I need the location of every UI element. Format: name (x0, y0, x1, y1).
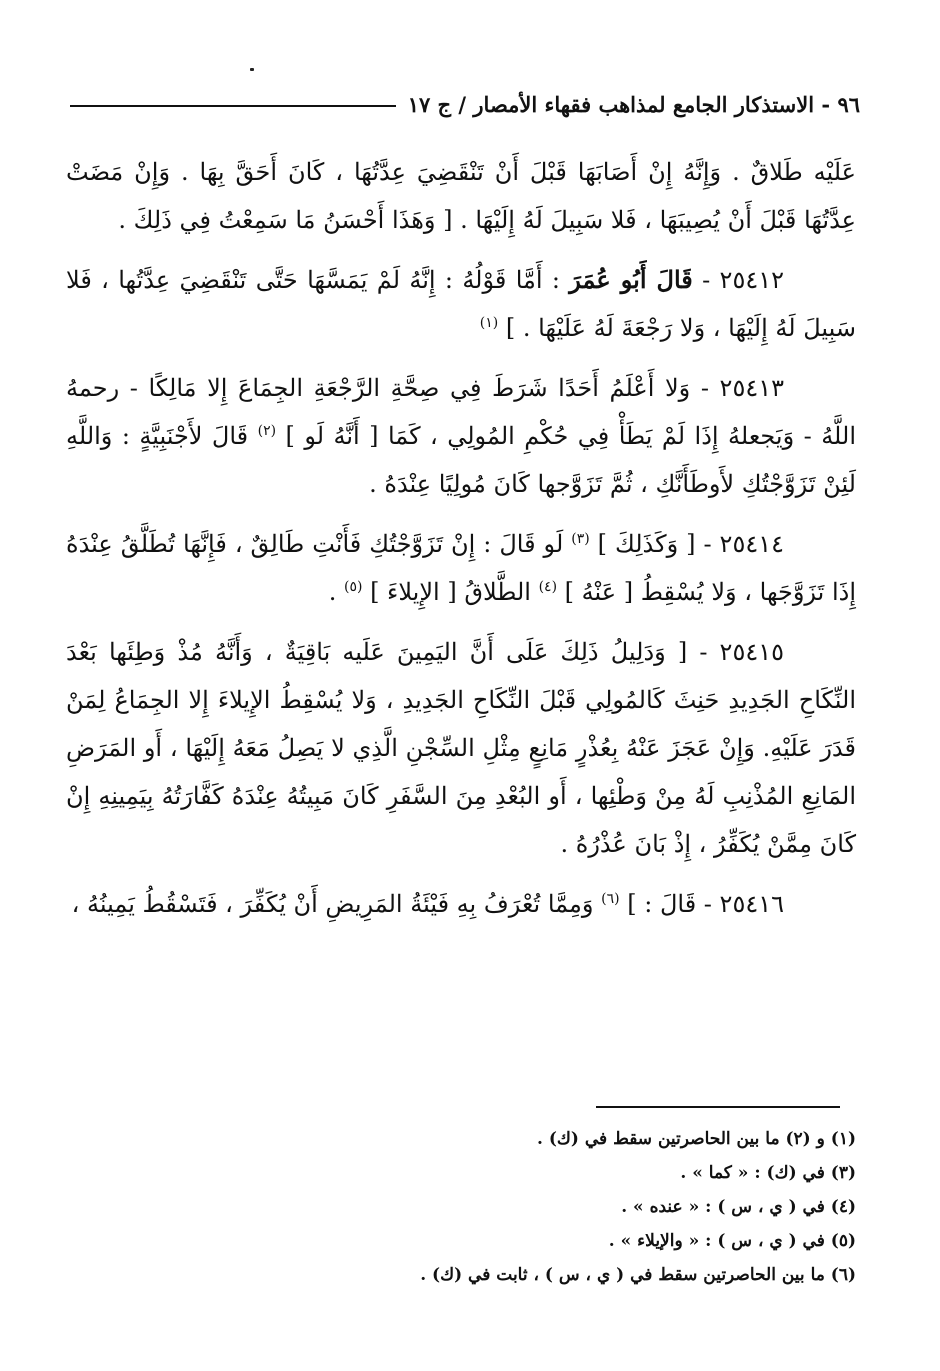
text-run: عَلَيْه طَلاقٌ . وَإِنَّهُ إِنْ أَصَابَهَا قَبْلَ أَنْ تَنْقَضِيَ عِدَّتُهَا ، كَانَ أَحَقَّ بِهَا . وَإِنْ مَضَتْ عِدَّتُهَا قَبْلَ أَنْ يُصِيبَهَا ، فَلا سَبِيلَ لَهُ إِلَيْهَا . [ وَهَذَا أَحْسَنُ مَا سَمِعْتُ فِي ذَلِكَ . (66, 158, 856, 234)
text-run: . (328, 578, 344, 606)
paragraph (66, 520, 856, 616)
footnote-marker: (١) (479, 315, 499, 331)
footnotes (80, 1122, 856, 1292)
text-run: ٢٥٤١٦ - قَالَ : ] (619, 890, 784, 918)
text-run: الطَّلاقُ [ الإِيلاءَ ] (362, 578, 539, 606)
footnote-3: (٣) في (ك) : « كما » . (680, 1163, 856, 1183)
page-header (70, 86, 860, 122)
text-run: قَالَ لأَجْنَبِيَّةٍ : وَاللَّهِ لَئِنْ تَزَوَّجْتُكِ لأَوطَأَنَّكِ ، ثُمَّ تَزَوَّجها كَانَ مُولِيًا عِنْدَهُ . (66, 422, 856, 498)
paragraph (66, 148, 856, 244)
paragraph (66, 364, 856, 508)
text-run: لَو قَالَ : إِنْ تَزَوَّجْتُكِ فَأَنْتِ طَالِقٌ ، فَإِنَّهَا تُطَلَّقُ عِنْدَهُ إِذَا تَزَوَّجَها ، وَلا يُسْقِطُ [ عَنْهُ ] (66, 530, 856, 606)
text-run: ٢٥٤١٢ - (692, 266, 784, 294)
footnote-1-2: (١) و (٢) ما بين الحاصرتين سقط في (ك) . (537, 1129, 856, 1149)
paragraph (66, 628, 856, 868)
footnote-rule (596, 1106, 840, 1108)
paragraph (66, 256, 856, 352)
text-run: ٢٥٤١٤ - [ وَكَذَلِكَ ] (589, 530, 784, 558)
ink-speck (250, 68, 254, 71)
footnote-6: (٦) ما بين الحاصرتين سقط في ( ي ، س ) ، ثابت في (ك) . (420, 1265, 856, 1285)
text-run: : أَمَّا قَوْلُهُ : إِنَّهُ لَمْ يَمَسَّهَا حَتَّى تَنْقَضِيَ عِدَّتُها ، فَلا سَبِيلَ لَهُ إِلَيْهَا ، وَلا رَجْعَةَ لَهُ عَلَيْهَا . ] (66, 266, 856, 342)
running-header-title: ٩٦ - الاستذكار الجامع لمذاهب فقهاء الأمصار / ج ١٧ (407, 91, 860, 117)
footnote-4: (٤) في ( ي ، س ) : « عنده » . (621, 1197, 856, 1217)
paragraph (66, 880, 856, 928)
speaker-name: قَالَ أَبُو عُمَرَ (569, 265, 693, 294)
body-text (66, 148, 856, 940)
footnote-marker: (٣) (571, 531, 590, 547)
footnote-marker: (٢) (257, 423, 277, 439)
footnote-marker: (٦) (601, 891, 620, 907)
footnote-marker: (٥) (343, 579, 363, 595)
text-run: ٢٥٤١٣ - وَلا أَعْلَمُ أَحَدًا شَرَطَ فِي صِحَّةِ الرَّجْعَةِ الجِمَاعَ إِلا مَالِكًا - رحمهُ اللَّهُ - وَيَجعلهُ إِذَا لَمْ يَطَأْ فِي حُكْمِ المُولِي ، كَمَا [ أَنَّهُ لَو ] (66, 374, 856, 450)
header-rule (70, 105, 396, 107)
text-run: ٢٥٤١٥ - [ وَدَلِيلُ ذَلِكَ عَلَى أَنَّ اليَمِينَ عَلَيه بَاقِيَةٌ ، وَأَنَّهُ مُذْ وَطِئَها بَعْدَ النِّكَاحِ الجَدِيدِ حَنِثَ كَالمُولِي قَبْلَ النِّكَاحِ الجَدِيدِ ، وَلا يُسْقِطُ الإِيلاءَ إِلا الجِمَاعُ لِمَنْ قَدَرَ عَلَيْهِ. وَإِنْ عَجَزَ عَنْهُ بِعُذْرٍ مَانِعٍ مِثْلِ السِّجْنِ الَّذِي لا يَصِلُ مَعَهُ إِلَيْهَا ، أَو المَرَضِ المَانِعِ المُذْنِبِ لَهُ مِنْ وَطْئِها ، أَو البُعْدِ مِنَ السَّفَرِ كَانَ مَبِيتُهُ عِنْدَهُ كَفَّارَتُهُ بِيَمِينِهِ إِنْ كَانَ مِمَّنْ يُكَفِّرُ ، إِذْ بَانَ عُذْرُهُ . (66, 638, 856, 858)
text-run: وَمِمَّا تُعْرَفُ بِهِ فَيْئَةُ المَرِيضِ أَنْ يُكَفِّرَ ، فَتَسْقُطُ يَمِينُهُ ، (71, 890, 602, 918)
footnote-marker: (٤) (538, 579, 558, 595)
footnote-5: (٥) في ( ي ، س ) : « والإيلاء » . (608, 1231, 856, 1251)
